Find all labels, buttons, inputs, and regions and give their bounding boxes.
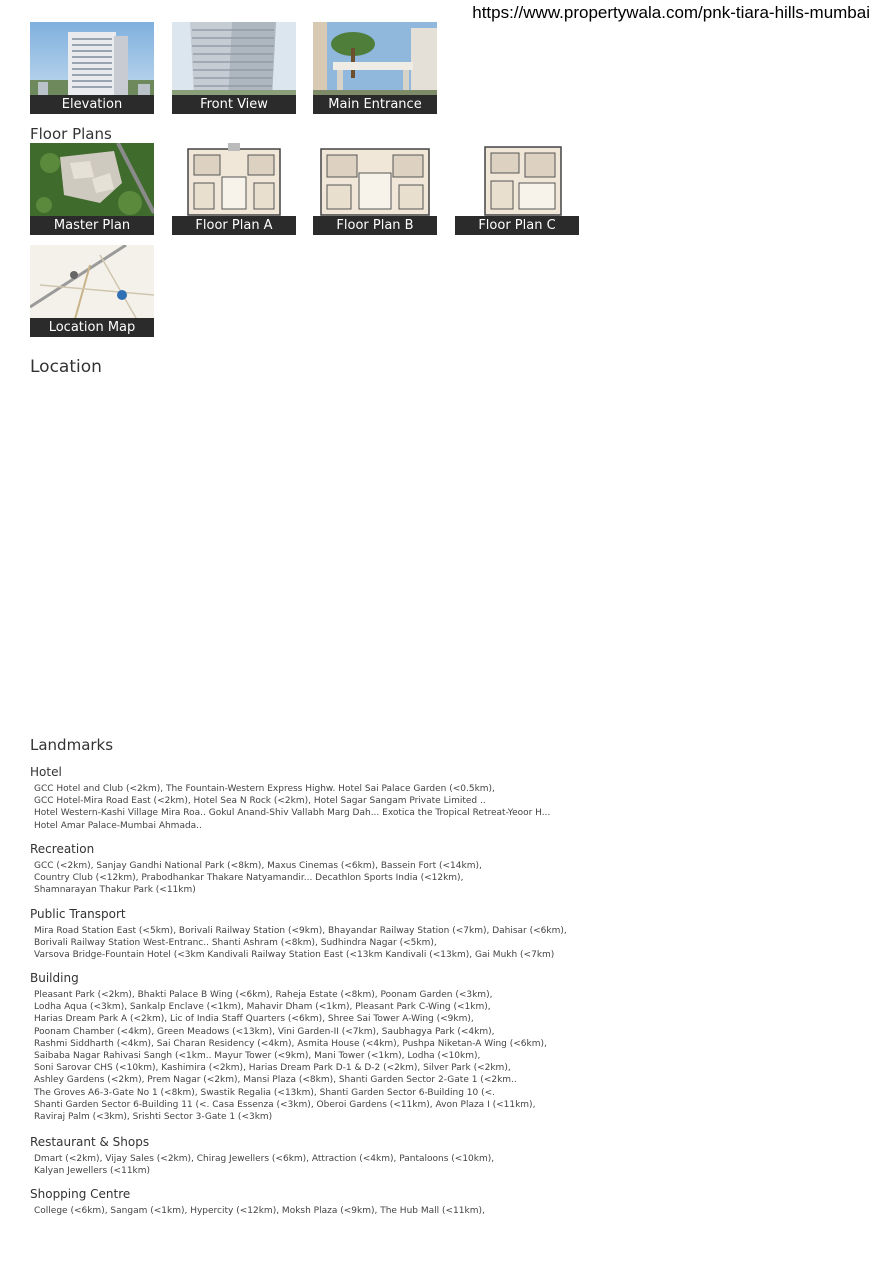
floor-plans-heading: Floor Plans — [30, 125, 112, 143]
landmark-group-title: Restaurant & Shops — [30, 1135, 150, 1149]
plan-master[interactable] — [30, 143, 154, 235]
landmark-line: Varsova Bridge-Fountain Hotel (<3km Kandivali Railway Station East (<13km Kandivali (<13km), Gai Mukh (<7km) — [34, 950, 555, 961]
thumb-caption: Floor Plan B — [313, 216, 437, 235]
landmark-line: Shamnarayan Thakur Park (<11km) — [34, 885, 196, 896]
landmark-line: Lodha Aqua (<3km), Sankalp Enclave (<1km), Mahavir Dham (<1km), Pleasant Park C-Wing (<1km), — [34, 1002, 491, 1013]
gallery-elevation[interactable] — [30, 22, 154, 114]
landmark-line: GCC Hotel and Club (<2km), The Fountain-Western Express Highw. Hotel Sai Palace Garden (<0.5km), — [34, 784, 495, 794]
landmark-group-title: Building — [30, 971, 79, 985]
landmarks-heading: Landmarks — [30, 736, 114, 754]
thumb-caption: Front View — [172, 95, 296, 114]
thumb-caption: Floor Plan C — [455, 216, 579, 235]
landmark-group-title: Public Transport — [30, 907, 126, 921]
landmark-line: The Groves A6-3-Gate No 1 (<8km), Swastik Regalia (<13km), Shanti Garden Sector 6-Building 10 (<. — [34, 1087, 496, 1098]
thumb-caption: Elevation — [30, 95, 154, 114]
landmark-line: Poonam Chamber (<4km), Green Meadows (<13km), Vini Garden-II (<7km), Saubhagya Park (<4km), — [34, 1026, 495, 1037]
landmark-line: Rashmi Siddharth (<4km), Sai Charan Residency (<4km), Asmita House (<4km), Pushpa Niketan-A Wing (<6km), — [34, 1038, 547, 1049]
location-heading: Location — [30, 357, 102, 377]
gallery-main-entrance[interactable] — [313, 22, 437, 114]
thumb-caption: Location Map — [30, 318, 154, 337]
landmark-line: Hotel Amar Palace-Mumbai Ahmada.. — [34, 820, 202, 831]
landmark-line: Kalyan Jewellers (<11km) — [34, 1166, 151, 1177]
landmark-line: College (<6km), Sangam (<1km), Hypercity (<12km), Moksh Plaza (<9km), The Hub Mall (<11km), — [34, 1206, 485, 1216]
landmark-line: GCC (<2km), Sanjay Gandhi National Park (<8km), Maxus Cinemas (<6km), Bassein Fort (<14km), — [34, 861, 482, 871]
landmark-group-title: Recreation — [30, 842, 95, 856]
landmark-line: Ashley Gardens (<2km), Prem Nagar (<2km), Mansi Plaza (<8km), Shanti Garden Sector 2-Gate 1 (<2km.. — [34, 1075, 517, 1086]
map-area — [30, 384, 610, 724]
landmark-line: Soni Sarovar CHS (<10km), Kashimira (<2km), Harias Dream Park D-1 & D-2 (<2km), Silver Park (<2km), — [34, 1063, 511, 1074]
plan-c[interactable] — [455, 143, 579, 235]
landmark-line: Country Club (<12km), Prabodhankar Thakare Natyamandir... Decathlon Sports India (<12km), — [34, 873, 464, 884]
plan-location-map[interactable] — [30, 245, 154, 337]
landmark-group-title: Shopping Centre — [30, 1187, 131, 1201]
landmark-line: Harias Dream Park A (<2km), Lic of India Staff Quarters (<6km), Shree Sai Tower A-Wing (<9km), — [34, 1014, 474, 1025]
landmark-line: Saibaba Nagar Rahivasi Sangh (<1km.. Mayur Tower (<9km), Mani Tower (<1km), Lodha (<10km), — [34, 1051, 481, 1062]
landmark-group-recreation — [30, 842, 610, 897]
landmark-line: Borivali Railway Station West-Entranc.. Shanti Ashram (<8km), Sudhindra Nagar (<5km), — [34, 938, 437, 949]
landmark-line: Pleasant Park (<2km), Bhakti Palace B Wing (<6km), Raheja Estate (<8km), Poonam Garden (<3km), — [34, 990, 493, 1000]
landmark-group-shopping-centre — [30, 1187, 610, 1217]
landmark-line: Raviraj Palm (<3km), Srishti Sector 3-Gate 1 (<3km) — [34, 1112, 273, 1123]
landmark-line: Hotel Western-Kashi Village Mira Roa.. Gokul Anand-Shiv Vallabh Marg Dah... Exotica the Tropical Retreat-Yeoor H... — [34, 808, 551, 819]
landmark-group-hotel — [30, 765, 610, 832]
landmark-line: Dmart (<2km), Vijay Sales (<2km), Chirag Jewellers (<6km), Attraction (<4km), Pantaloons (<10km), — [34, 1154, 495, 1164]
gallery-front-view[interactable] — [172, 22, 296, 114]
thumb-caption: Master Plan — [30, 216, 154, 235]
landmark-group-building — [30, 971, 610, 1123]
page-url[interactable]: https://www.propertywala.com/pnk-tiara-hills-mumbai — [472, 3, 870, 22]
plan-b[interactable] — [313, 143, 437, 235]
thumb-caption: Main Entrance — [313, 95, 437, 114]
landmark-line: Mira Road Station East (<5km), Borivali Railway Station (<9km), Bhayandar Railway Station (<7km), Dahisar (<6km), — [34, 926, 567, 936]
landmark-line: Shanti Garden Sector 6-Building 11 (<. Casa Essenza (<3km), Oberoi Gardens (<11km), Avon Plaza I (<11km), — [34, 1099, 536, 1110]
landmark-group-title: Hotel — [30, 765, 62, 779]
thumb-caption: Floor Plan A — [172, 216, 296, 235]
landmark-group-restaurant-shops — [30, 1135, 610, 1177]
plan-a[interactable] — [172, 143, 296, 235]
landmark-group-public-transport — [30, 907, 610, 962]
landmark-line: GCC Hotel-Mira Road East (<2km), Hotel Sea N Rock (<2km), Hotel Sagar Sangam Private Limited .. — [34, 796, 486, 807]
